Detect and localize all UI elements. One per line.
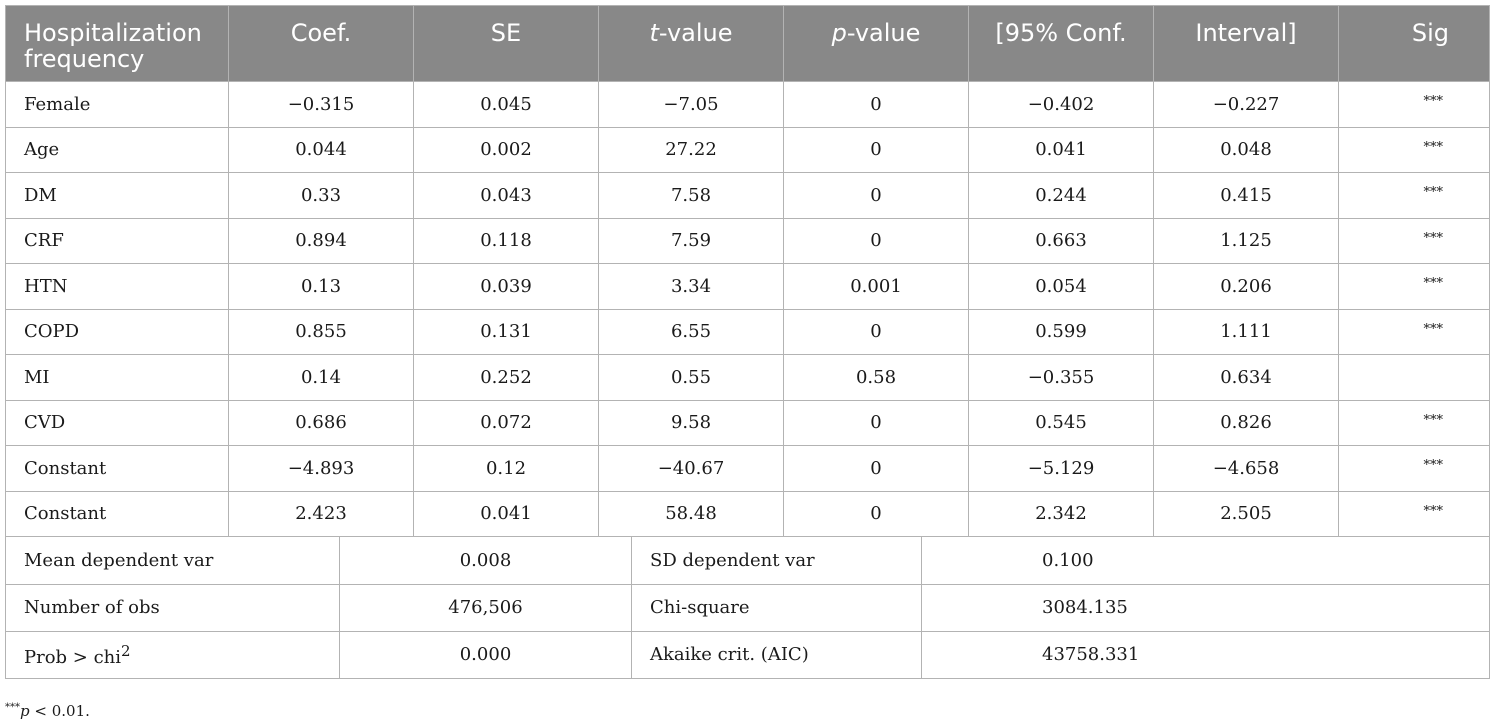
- row-label: COPD: [6, 309, 229, 355]
- summary-row: [6, 584, 1490, 631]
- header-p-italic: p: [831, 19, 847, 47]
- cell-t: 7.58: [599, 173, 784, 219]
- footnote-p: p: [20, 702, 30, 720]
- header-coef: Coef.: [229, 6, 414, 82]
- cell-se: 0.072: [414, 400, 599, 446]
- summary-label-sup: 2: [121, 641, 131, 660]
- cell-ci-high: 1.111: [1154, 309, 1339, 355]
- cell-p: 0: [784, 127, 969, 173]
- footnote-text: < 0.01.: [29, 702, 90, 720]
- summary-label: [6, 631, 340, 678]
- cell-t: −7.05: [599, 82, 784, 128]
- cell-ci-low: 0.545: [969, 400, 1154, 446]
- cell-ci-low: 0.663: [969, 218, 1154, 264]
- cell-coef: 0.894: [229, 218, 414, 264]
- cell-p: 0: [784, 173, 969, 219]
- summary-stats: [5, 537, 1489, 679]
- header-t-rest: -value: [658, 19, 733, 47]
- cell-sig: ***: [1339, 309, 1490, 355]
- cell-se: 0.043: [414, 173, 599, 219]
- results-table-container: [5, 5, 1489, 679]
- cell-se: 0.002: [414, 127, 599, 173]
- cell-coef: 0.855: [229, 309, 414, 355]
- cell-sig: ***: [1339, 446, 1490, 492]
- table-row: [6, 218, 1490, 264]
- summary-value: 0.100: [922, 537, 1490, 584]
- table-row: [6, 264, 1490, 310]
- cell-coef: 0.14: [229, 355, 414, 401]
- cell-p: 0: [784, 309, 969, 355]
- cell-t: −40.67: [599, 446, 784, 492]
- summary-value: 0.000: [340, 631, 632, 678]
- cell-ci-high: 1.125: [1154, 218, 1339, 264]
- cell-se: 0.045: [414, 82, 599, 128]
- cell-sig: ***: [1339, 400, 1490, 446]
- row-label: Constant: [6, 491, 229, 537]
- summary-label: SD dependent var: [632, 537, 922, 584]
- summary-value: 0.008: [340, 537, 632, 584]
- cell-ci-low: 0.041: [969, 127, 1154, 173]
- cell-ci-high: 0.048: [1154, 127, 1339, 173]
- header-p-rest: -value: [846, 19, 921, 47]
- cell-p: 0: [784, 82, 969, 128]
- cell-ci-high: 2.505: [1154, 491, 1339, 537]
- cell-t: 9.58: [599, 400, 784, 446]
- cell-t: 58.48: [599, 491, 784, 537]
- summary-label: Chi-square: [632, 584, 922, 631]
- cell-ci-low: 0.599: [969, 309, 1154, 355]
- cell-coef: −4.893: [229, 446, 414, 492]
- cell-ci-low: −5.129: [969, 446, 1154, 492]
- cell-p: 0.58: [784, 355, 969, 401]
- cell-ci-high: 0.826: [1154, 400, 1339, 446]
- cell-ci-high: 0.634: [1154, 355, 1339, 401]
- cell-t: 27.22: [599, 127, 784, 173]
- summary-value: 3084.135: [922, 584, 1490, 631]
- summary-row: [6, 537, 1490, 584]
- header-p-value: [784, 6, 969, 82]
- cell-ci-low: 2.342: [969, 491, 1154, 537]
- cell-coef: 0.33: [229, 173, 414, 219]
- cell-ci-low: −0.402: [969, 82, 1154, 128]
- cell-ci-high: −4.658: [1154, 446, 1339, 492]
- cell-sig: ***: [1339, 82, 1490, 128]
- cell-t: 3.34: [599, 264, 784, 310]
- table-row: [6, 127, 1490, 173]
- row-label: Female: [6, 82, 229, 128]
- cell-ci-low: −0.355: [969, 355, 1154, 401]
- header-t-value: [599, 6, 784, 82]
- cell-t: 7.59: [599, 218, 784, 264]
- table-row: [6, 446, 1490, 492]
- cell-p: 0: [784, 491, 969, 537]
- table-row: [6, 309, 1490, 355]
- summary-table: [5, 537, 1490, 679]
- cell-ci-low: 0.054: [969, 264, 1154, 310]
- row-label: DM: [6, 173, 229, 219]
- header-t-italic: t: [649, 19, 659, 47]
- row-label: Constant: [6, 446, 229, 492]
- cell-sig: ***: [1339, 127, 1490, 173]
- cell-ci-low: 0.244: [969, 173, 1154, 219]
- cell-se: 0.041: [414, 491, 599, 537]
- table-row: [6, 400, 1490, 446]
- summary-label-main: Prob > chi: [24, 646, 122, 668]
- cell-ci-high: −0.227: [1154, 82, 1339, 128]
- summary-value: 43758.331: [922, 631, 1490, 678]
- cell-coef: 0.044: [229, 127, 414, 173]
- summary-label: Number of obs: [6, 584, 340, 631]
- table-row: [6, 491, 1490, 537]
- cell-sig: ***: [1339, 491, 1490, 537]
- cell-t: 6.55: [599, 309, 784, 355]
- summary-label: Akaike crit. (AIC): [632, 631, 922, 678]
- cell-p: 0: [784, 446, 969, 492]
- cell-se: 0.252: [414, 355, 599, 401]
- cell-se: 0.118: [414, 218, 599, 264]
- row-label: Age: [6, 127, 229, 173]
- cell-se: 0.131: [414, 309, 599, 355]
- cell-sig: ***: [1339, 173, 1490, 219]
- row-label: HTN: [6, 264, 229, 310]
- row-label: CRF: [6, 218, 229, 264]
- cell-p: 0: [784, 218, 969, 264]
- cell-sig: ***: [1339, 218, 1490, 264]
- summary-label: Mean dependent var: [6, 537, 340, 584]
- row-label: CVD: [6, 400, 229, 446]
- cell-se: 0.039: [414, 264, 599, 310]
- cell-coef: 0.13: [229, 264, 414, 310]
- table-header-row: [6, 6, 1490, 82]
- cell-sig: [1339, 355, 1490, 401]
- table-row: [6, 173, 1490, 219]
- cell-se: 0.12: [414, 446, 599, 492]
- cell-ci-high: 0.206: [1154, 264, 1339, 310]
- footnote-stars: ***: [5, 702, 20, 713]
- row-label: MI: [6, 355, 229, 401]
- regression-table: [5, 5, 1490, 537]
- summary-value: 476,506: [340, 584, 632, 631]
- header-conf-high: Interval]: [1154, 6, 1339, 82]
- table-footnote: [5, 702, 90, 720]
- header-se: SE: [414, 6, 599, 82]
- header-hospitalization-frequency: Hospitalization frequency: [6, 6, 229, 82]
- cell-coef: 2.423: [229, 491, 414, 537]
- table-row: [6, 355, 1490, 401]
- cell-p: 0: [784, 400, 969, 446]
- cell-sig: ***: [1339, 264, 1490, 310]
- header-conf-low: [95% Conf.: [969, 6, 1154, 82]
- header-sig: Sig: [1339, 6, 1490, 82]
- table-row: [6, 82, 1490, 128]
- summary-row: [6, 631, 1490, 678]
- cell-t: 0.55: [599, 355, 784, 401]
- cell-ci-high: 0.415: [1154, 173, 1339, 219]
- cell-coef: 0.686: [229, 400, 414, 446]
- cell-coef: −0.315: [229, 82, 414, 128]
- cell-p: 0.001: [784, 264, 969, 310]
